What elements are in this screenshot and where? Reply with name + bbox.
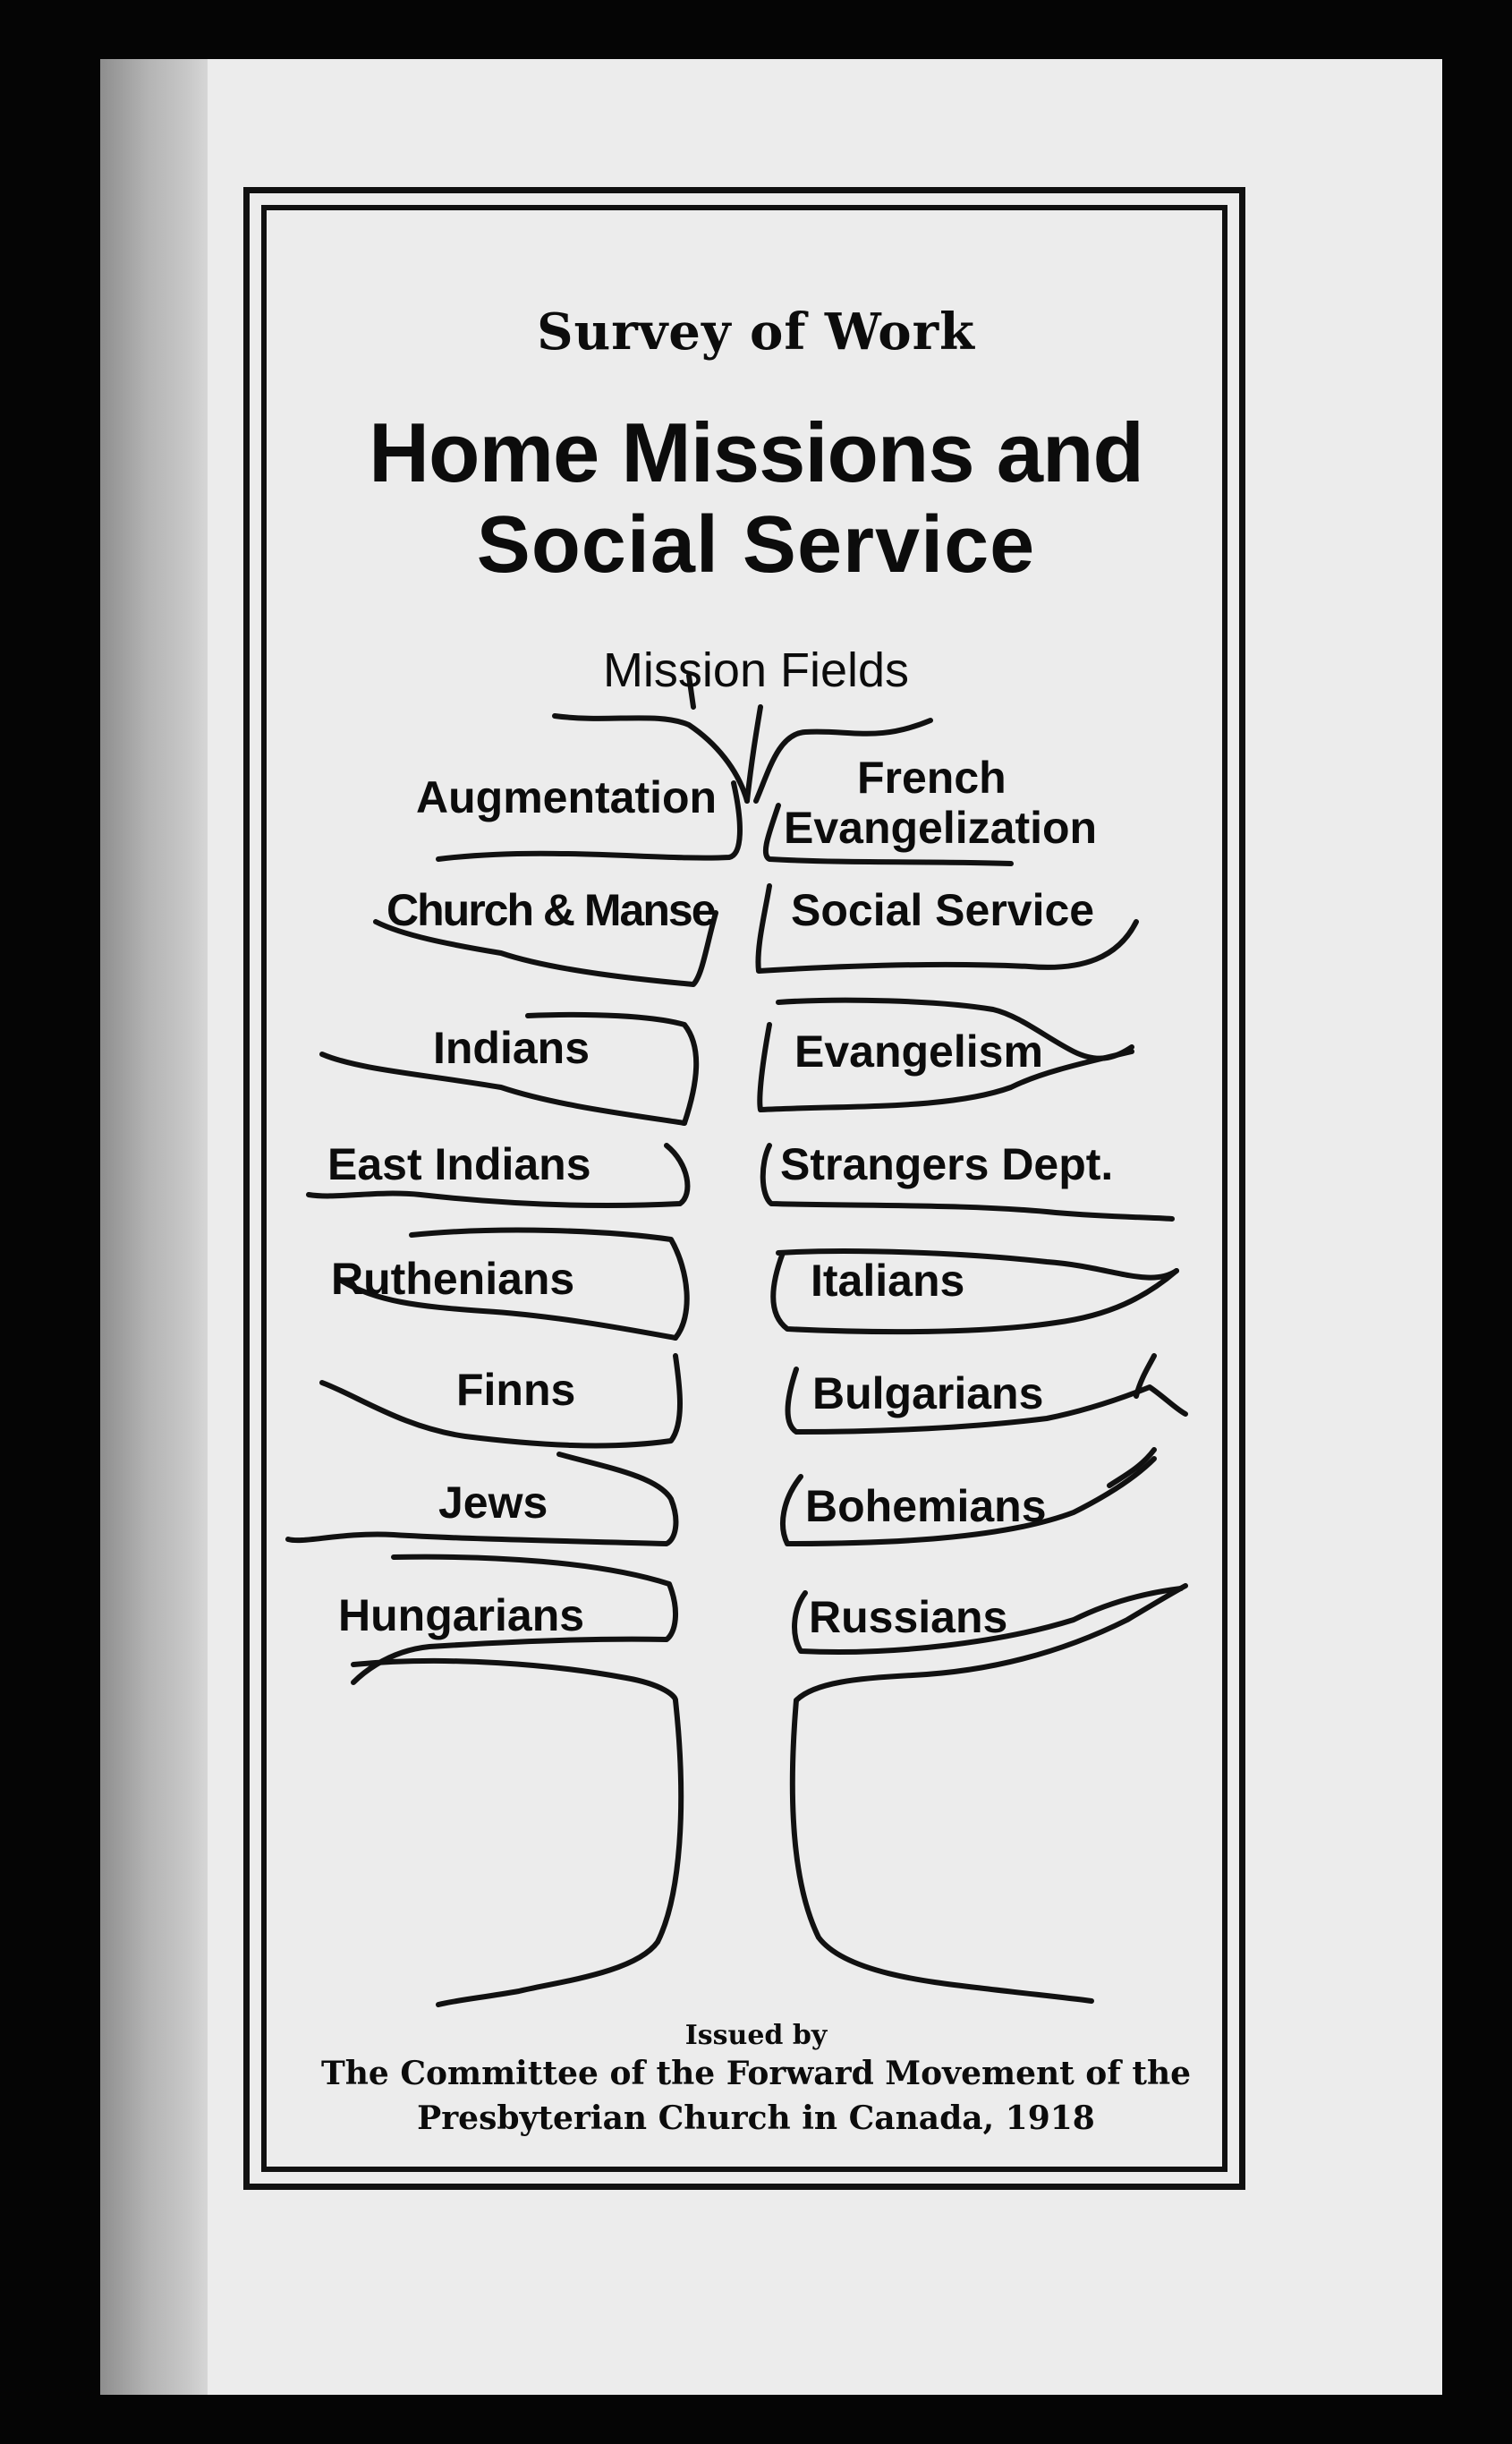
label-social-service: Social Service <box>791 885 1095 935</box>
label-french: French <box>857 753 1007 803</box>
label-ruthenians: Ruthenians <box>331 1254 575 1304</box>
label-evangelism: Evangelism <box>794 1026 1043 1077</box>
label-strangers-dept: Strangers Dept. <box>780 1139 1114 1189</box>
label-hungarians: Hungarians <box>338 1590 585 1640</box>
trunk-right <box>793 1700 1092 2001</box>
label-russians: Russians <box>809 1592 1008 1642</box>
issued-by: Issued by <box>684 2020 828 2051</box>
title-line-2: Social Service <box>476 500 1036 590</box>
label-jews: Jews <box>438 1477 548 1528</box>
title-line-1: Home Missions and <box>369 405 1143 499</box>
label-bulgarians: Bulgarians <box>812 1368 1044 1418</box>
trunk-left <box>438 1700 681 2005</box>
label-finns: Finns <box>456 1365 576 1415</box>
label-italians: Italians <box>811 1256 965 1306</box>
branch-hungarians-lower <box>353 1661 675 1700</box>
label-bohemians: Bohemians <box>805 1481 1047 1531</box>
label-indians: Indians <box>433 1023 590 1073</box>
label-church-manse: Church & Manse <box>386 885 715 935</box>
label-evangelization: Evangelization <box>784 803 1098 853</box>
survey-heading: Survey of Work <box>537 302 975 362</box>
church-line: Presbyterian Church in Canada, 1918 <box>417 2099 1095 2137</box>
crown-mid <box>747 707 760 801</box>
label-augmentation: Augmentation <box>416 772 718 822</box>
mission-fields-label: Mission Fields <box>602 643 910 697</box>
label-east-indians: East Indians <box>327 1139 591 1189</box>
committee-line: The Committee of the Forward Movement of the <box>320 2055 1192 2092</box>
